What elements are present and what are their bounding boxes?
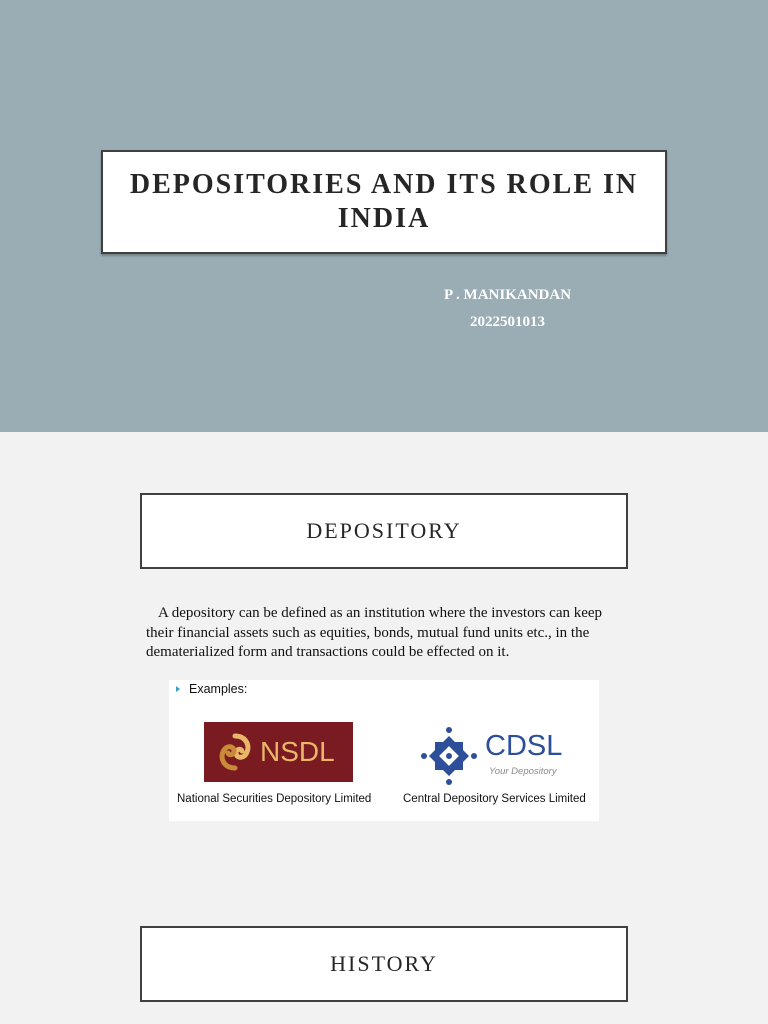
author-name: P . MANIKANDAN <box>443 287 572 303</box>
cdsl-tagline: Your Depository <box>489 766 557 777</box>
history-title-box <box>140 926 628 1002</box>
examples-label: Examples: <box>189 682 248 696</box>
examples-heading <box>176 680 247 698</box>
section-title: DEPOSITORY <box>306 518 462 543</box>
nsdl-caption: National Securities Depository Limited <box>177 793 372 805</box>
presentation-title: DEPOSITORIES AND ITS ROLE IN INDIA <box>129 169 639 234</box>
cdsl-logo <box>421 726 571 786</box>
cdsl-diamond-icon <box>421 726 477 786</box>
nsdl-logo-text: NSDL <box>260 736 335 767</box>
title-slide <box>0 0 768 432</box>
cdsl-logo-text: CDSL <box>485 730 563 762</box>
definition-body: A depository can be defined as an institution where the investors can keep their financial assets such as equities, bonds, mutual fund units etc., in the dematerialized form and transactions could be effected on it. <box>146 605 603 660</box>
title-box <box>101 150 667 254</box>
examples-panel <box>169 680 599 821</box>
section-title-box <box>140 493 628 569</box>
history-title: HISTORY <box>330 951 438 976</box>
nsdl-swirl-icon <box>216 732 254 772</box>
cdsl-caption: Central Depository Services Limited <box>403 793 586 805</box>
author-id: 2022501013 <box>470 314 545 330</box>
definition-text <box>146 604 626 663</box>
author-block <box>420 282 595 336</box>
depository-slide <box>0 432 768 1024</box>
triangle-bullet-icon <box>176 686 180 692</box>
nsdl-logo <box>204 722 353 782</box>
